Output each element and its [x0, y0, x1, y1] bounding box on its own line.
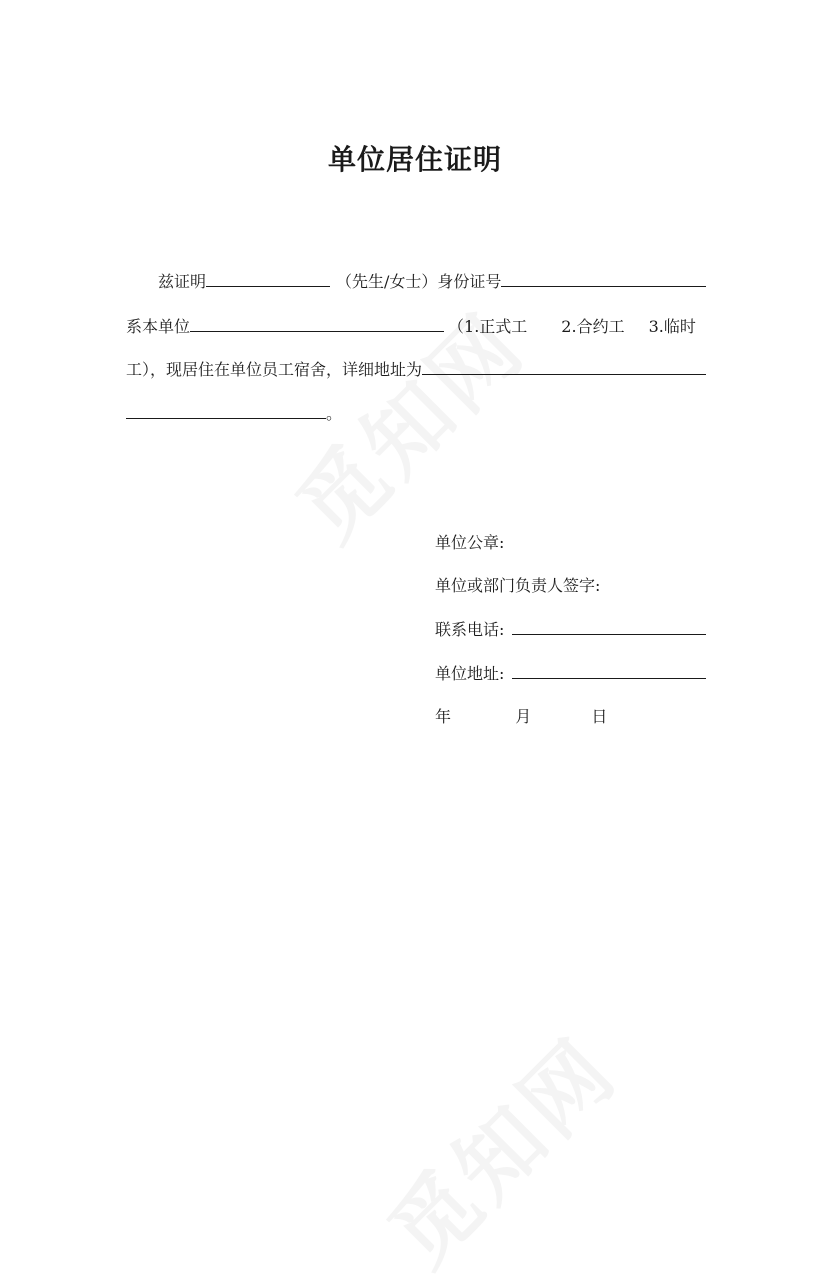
phone-blank[interactable]	[512, 616, 706, 635]
body-line-4	[126, 400, 706, 424]
document-title: 单位居住证明	[327, 143, 502, 176]
option-contract: 2.合约工	[561, 317, 625, 336]
id-number-blank[interactable]	[501, 268, 706, 287]
employment-blank[interactable]	[190, 313, 444, 332]
watermark	[357, 1006, 640, 1288]
address-row	[435, 660, 706, 684]
address-prefix: 工），现居住在单位员工宿舍，详细地址为	[126, 360, 423, 379]
signer-label: 单位或部门负责人签字:	[435, 576, 601, 595]
phone-row	[435, 616, 706, 640]
option-regular: （1.正式工	[448, 317, 528, 336]
body-line-1	[126, 268, 706, 292]
sentence-end: 。	[326, 404, 343, 423]
phone-label: 联系电话:	[435, 620, 505, 639]
year-label: 年	[435, 707, 452, 726]
option-temporary: 3.临时	[648, 317, 696, 336]
month-label: 月	[515, 707, 532, 726]
employer-prefix: 系本单位	[126, 317, 191, 336]
name-blank[interactable]	[206, 268, 330, 287]
unit-address-blank[interactable]	[512, 660, 706, 679]
address-blank[interactable]	[422, 356, 706, 375]
body-line-2	[126, 313, 706, 337]
unit-address-label: 单位地址:	[435, 664, 505, 683]
body-line-3	[126, 356, 706, 380]
seal-label: 单位公章:	[435, 533, 505, 552]
address-blank-continued[interactable]	[126, 400, 326, 419]
date-row	[435, 704, 706, 727]
certify-prefix: 兹证明	[158, 272, 207, 291]
day-label: 日	[591, 707, 608, 726]
gender-id-label: （先生/女士）身份证号	[336, 272, 502, 291]
